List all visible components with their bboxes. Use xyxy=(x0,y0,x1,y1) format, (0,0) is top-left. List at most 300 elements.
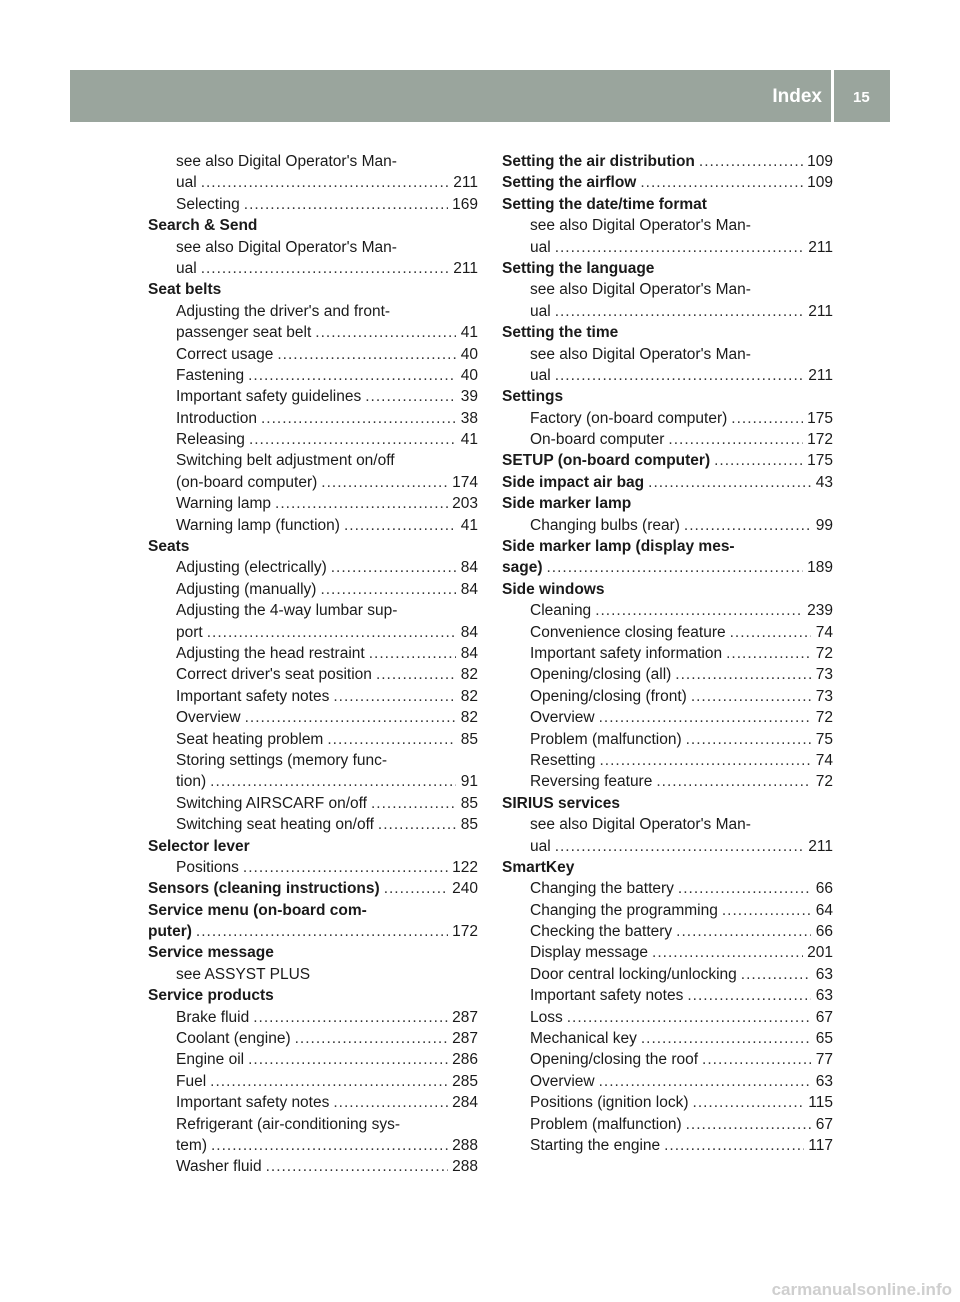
page-title: Index xyxy=(772,86,822,107)
entry-label: see also Digital Operator's Man- xyxy=(176,238,397,256)
entry-label: Setting the language xyxy=(502,259,655,277)
entry-label: Fuel xyxy=(176,1072,207,1090)
page-ref: 74 xyxy=(815,751,833,769)
dot-leader xyxy=(648,472,811,493)
page-ref: 43 xyxy=(815,473,833,491)
index-subentry xyxy=(502,707,833,728)
page-ref: 169 xyxy=(452,195,478,213)
index-subentry xyxy=(502,686,833,707)
entry-label: Loss xyxy=(530,1008,563,1026)
entry-label: Coolant (engine) xyxy=(176,1030,291,1048)
entry-label: Changing the battery xyxy=(530,880,674,898)
index-entry xyxy=(502,151,833,172)
entry-label: Seat heating problem xyxy=(176,730,324,748)
page-ref: 82 xyxy=(460,666,478,684)
index-entry xyxy=(148,942,478,963)
index-subentry xyxy=(148,771,478,792)
index-entry xyxy=(502,793,833,814)
index-subentry xyxy=(148,1114,478,1135)
page-ref: 286 xyxy=(452,1051,478,1069)
entry-label: Resetting xyxy=(530,751,596,769)
dot-leader xyxy=(678,878,811,899)
entry-label: Opening/closing (front) xyxy=(530,687,687,705)
entry-label: ual xyxy=(176,259,197,277)
entry-label: ual xyxy=(530,238,551,256)
entry-label: see also Digital Operator's Man- xyxy=(530,217,751,235)
index-subentry xyxy=(148,622,478,643)
page-ref: 240 xyxy=(452,880,478,898)
index-subentry xyxy=(502,1092,833,1113)
page-ref: 285 xyxy=(452,1072,478,1090)
page-ref: 211 xyxy=(808,837,833,855)
index-entry xyxy=(148,215,478,236)
index-subentry xyxy=(502,878,833,899)
page-ref: 211 xyxy=(808,302,833,320)
entry-label: Setting the airflow xyxy=(502,174,637,192)
page-ref: 85 xyxy=(460,794,478,812)
index-subentry xyxy=(148,386,478,407)
index-subentry xyxy=(148,408,478,429)
dot-leader xyxy=(384,878,448,899)
entry-label: Releasing xyxy=(176,431,245,449)
dot-leader xyxy=(248,1049,448,1070)
dot-leader xyxy=(261,408,456,429)
dot-leader xyxy=(652,942,803,963)
index-subentry xyxy=(148,429,478,450)
index-subentry xyxy=(502,942,833,963)
page-ref: 72 xyxy=(815,773,833,791)
header-bar xyxy=(70,70,890,122)
entry-label: Service products xyxy=(148,987,274,1005)
index-subentry xyxy=(148,515,478,536)
dot-leader xyxy=(321,472,448,493)
entry-label: SIRIUS services xyxy=(502,794,621,812)
index-subentry xyxy=(502,408,833,429)
index-subentry xyxy=(148,365,478,386)
dot-leader xyxy=(327,729,456,750)
page-ref: 72 xyxy=(815,644,833,662)
page-ref: 65 xyxy=(815,1030,833,1048)
index-subentry xyxy=(148,172,478,193)
index-subentry xyxy=(148,793,478,814)
index-subentry xyxy=(148,301,478,322)
page-ref: 175 xyxy=(807,452,833,470)
entry-label: sage) xyxy=(502,559,543,577)
index-subentry xyxy=(148,664,478,685)
page-ref: 85 xyxy=(460,730,478,748)
entry-label: Adjusting (electrically) xyxy=(176,559,327,577)
entry-label: Overview xyxy=(176,709,241,727)
entry-label: Selecting xyxy=(176,195,240,213)
page-ref: 38 xyxy=(460,409,478,427)
dot-leader xyxy=(248,365,456,386)
dot-leader xyxy=(686,1114,811,1135)
dot-leader xyxy=(599,707,811,728)
page-ref: 117 xyxy=(808,1136,833,1154)
page-ref: 201 xyxy=(807,944,833,962)
dot-leader xyxy=(656,771,811,792)
entry-label: Changing bulbs (rear) xyxy=(530,516,680,534)
index-subentry xyxy=(148,237,478,258)
index-entry xyxy=(502,493,833,514)
index-subentry xyxy=(502,1071,833,1092)
entry-label: Setting the time xyxy=(502,324,619,342)
page-ref: 115 xyxy=(808,1094,833,1112)
dot-leader xyxy=(275,493,448,514)
page-ref: 75 xyxy=(815,730,833,748)
index-entry xyxy=(502,472,833,493)
page-ref: 211 xyxy=(453,259,478,277)
index-subentry xyxy=(148,322,478,343)
header-divider xyxy=(831,70,834,122)
index-subentry xyxy=(502,1007,833,1028)
index-subentry xyxy=(148,472,478,493)
page-number: 15 xyxy=(853,89,870,106)
entry-label: Changing the programming xyxy=(530,901,718,919)
page-ref: 41 xyxy=(460,324,478,342)
entry-label: Opening/closing the roof xyxy=(530,1051,699,1069)
entry-label: Side marker lamp (display mes- xyxy=(502,538,735,556)
entry-label: Seats xyxy=(148,538,190,556)
index-subentry xyxy=(148,857,478,878)
dot-leader xyxy=(331,557,456,578)
dot-leader xyxy=(567,1007,811,1028)
page-ref: 287 xyxy=(452,1008,478,1026)
index-subentry xyxy=(502,814,833,835)
page-ref: 211 xyxy=(453,174,478,192)
dot-leader xyxy=(266,1156,449,1177)
dot-leader xyxy=(730,622,811,643)
dot-leader xyxy=(741,964,811,985)
entry-label: puter) xyxy=(148,923,192,941)
entry-label: see also Digital Operator's Man- xyxy=(530,281,751,299)
entry-label: Convenience closing feature xyxy=(530,623,726,641)
page-ref: 66 xyxy=(815,923,833,941)
entry-label: Problem (malfunction) xyxy=(530,1115,682,1133)
entry-label: ual xyxy=(530,302,551,320)
page-ref: 63 xyxy=(815,1072,833,1090)
page-ref: 288 xyxy=(452,1136,478,1154)
index-subentry xyxy=(502,622,833,643)
index-subentry xyxy=(148,643,478,664)
index-subentry xyxy=(148,600,478,621)
index-entry xyxy=(502,857,833,878)
page-ref: 84 xyxy=(460,644,478,662)
index-subentry xyxy=(502,344,833,365)
index-subentry xyxy=(148,1156,478,1177)
dot-leader xyxy=(722,900,811,921)
entry-label: Adjusting the head restraint xyxy=(176,644,365,662)
index-subentry xyxy=(502,664,833,685)
page-ref: 73 xyxy=(815,666,833,684)
dot-leader xyxy=(731,408,803,429)
index-subentry xyxy=(502,429,833,450)
entry-label: SETUP (on-board computer) xyxy=(502,452,711,470)
dot-leader xyxy=(249,429,456,450)
entry-label: Important safety notes xyxy=(530,987,684,1005)
entry-label: Cleaning xyxy=(530,602,592,620)
page-ref: 288 xyxy=(452,1158,478,1176)
page-ref: 211 xyxy=(808,238,833,256)
page-ref: 39 xyxy=(460,388,478,406)
entry-label: Settings xyxy=(502,388,564,406)
dot-leader xyxy=(371,793,456,814)
entry-label: ual xyxy=(530,837,551,855)
entry-label: Overview xyxy=(530,1072,595,1090)
index-subentry xyxy=(502,1114,833,1135)
index-subentry xyxy=(502,215,833,236)
entry-label: Adjusting (manually) xyxy=(176,580,317,598)
dot-leader xyxy=(295,1028,449,1049)
index-subentry xyxy=(148,964,478,985)
dot-leader xyxy=(687,985,811,1006)
index-subentry xyxy=(502,1028,833,1049)
dot-leader xyxy=(210,1071,448,1092)
page-ref: 122 xyxy=(452,858,478,876)
entry-label: Correct driver's seat position xyxy=(176,666,372,684)
dot-leader xyxy=(691,686,811,707)
dot-leader xyxy=(668,429,803,450)
index-subentry xyxy=(502,515,833,536)
entry-label: Introduction xyxy=(176,409,257,427)
dot-leader xyxy=(244,194,448,215)
dot-leader xyxy=(684,515,811,536)
entry-label: Starting the engine xyxy=(530,1136,661,1154)
index-entry xyxy=(148,279,478,300)
dot-leader xyxy=(245,707,456,728)
dot-leader xyxy=(243,857,448,878)
index-subentry xyxy=(502,985,833,1006)
entry-label: see also Digital Operator's Man- xyxy=(530,345,751,363)
index-subentry xyxy=(502,900,833,921)
dot-leader xyxy=(595,600,803,621)
entry-label: Problem (malfunction) xyxy=(530,730,682,748)
index-subentry xyxy=(148,1092,478,1113)
entry-label: Important safety guidelines xyxy=(176,388,362,406)
index-entry xyxy=(502,386,833,407)
index-subentry xyxy=(502,600,833,621)
index-subentry xyxy=(502,964,833,985)
index-subentry xyxy=(148,493,478,514)
dot-leader xyxy=(378,814,456,835)
page-ref: 84 xyxy=(460,559,478,577)
page-ref: 211 xyxy=(808,366,833,384)
index-subentry xyxy=(148,258,478,279)
page-ref: 63 xyxy=(815,965,833,983)
index-subentry xyxy=(502,1135,833,1156)
dot-leader xyxy=(211,1135,448,1156)
dot-leader xyxy=(664,1135,804,1156)
entry-label: Seat belts xyxy=(148,281,222,299)
index-subentry xyxy=(148,151,478,172)
index-entry xyxy=(148,878,478,899)
index-subentry xyxy=(148,1049,478,1070)
entry-label: Warning lamp (function) xyxy=(176,516,340,534)
index-entry xyxy=(502,258,833,279)
index-subentry xyxy=(502,301,833,322)
dot-leader xyxy=(599,1071,811,1092)
index-subentry xyxy=(148,686,478,707)
dot-leader xyxy=(207,622,456,643)
page-ref: 64 xyxy=(815,901,833,919)
page-ref: 67 xyxy=(815,1008,833,1026)
page-ref: 72 xyxy=(815,709,833,727)
entry-label: Checking the battery xyxy=(530,923,673,941)
page-ref: 40 xyxy=(460,345,478,363)
index-entry xyxy=(148,836,478,857)
entry-label: Engine oil xyxy=(176,1051,245,1069)
index-subentry xyxy=(148,579,478,600)
dot-leader xyxy=(547,557,804,578)
index-column-left xyxy=(148,151,478,1178)
dot-leader xyxy=(376,664,456,685)
page-ref: 109 xyxy=(807,153,833,170)
page-ref: 84 xyxy=(460,580,478,598)
index-subentry xyxy=(148,729,478,750)
entry-label: Side marker lamp xyxy=(502,495,632,513)
dot-leader xyxy=(686,729,811,750)
entry-label: Positions (ignition lock) xyxy=(530,1094,689,1112)
dot-leader xyxy=(675,664,811,685)
index-subentry xyxy=(502,750,833,771)
page-ref: 109 xyxy=(807,174,833,192)
page-ref: 63 xyxy=(815,987,833,1005)
index-subentry xyxy=(148,1135,478,1156)
dot-leader xyxy=(333,1092,448,1113)
dot-leader xyxy=(369,643,456,664)
entry-label: Important safety information xyxy=(530,644,723,662)
entry-label: tem) xyxy=(176,1136,207,1154)
dot-leader xyxy=(365,386,456,407)
entry-label: Service message xyxy=(148,944,274,962)
entry-label: Mechanical key xyxy=(530,1030,637,1048)
entry-label: Factory (on-board computer) xyxy=(530,409,728,427)
index-entry xyxy=(148,536,478,557)
dot-leader xyxy=(201,258,450,279)
dot-leader xyxy=(555,836,805,857)
index-subentry xyxy=(148,194,478,215)
index-subentry xyxy=(502,643,833,664)
page-ref: 239 xyxy=(807,602,833,620)
entry-label: Washer fluid xyxy=(176,1158,262,1176)
entry-label: port xyxy=(176,623,203,641)
page-ref: 41 xyxy=(460,431,478,449)
entry-label: Important safety notes xyxy=(176,687,330,705)
page-ref: 172 xyxy=(452,923,478,941)
index-subentry xyxy=(148,344,478,365)
entry-label: Warning lamp xyxy=(176,495,272,513)
index-subentry xyxy=(502,237,833,258)
dot-leader xyxy=(599,750,811,771)
entry-label: Overview xyxy=(530,709,595,727)
entry-label: Display message xyxy=(530,944,649,962)
index-subentry xyxy=(502,365,833,386)
index-entry xyxy=(502,322,833,343)
index-entry xyxy=(148,900,478,921)
entry-label: (on-board computer) xyxy=(176,473,318,491)
page-ref: 74 xyxy=(815,623,833,641)
entry-label: ual xyxy=(530,366,551,384)
index-subentry xyxy=(502,279,833,300)
entry-label: Positions xyxy=(176,858,239,876)
entry-label: Switching AIRSCARF on/off xyxy=(176,794,367,812)
index-entry xyxy=(502,172,833,193)
dot-leader xyxy=(277,344,456,365)
index-entry xyxy=(502,194,833,215)
entry-label: SmartKey xyxy=(502,858,575,876)
dot-leader xyxy=(702,1049,811,1070)
entry-label: Door central locking/unlocking xyxy=(530,965,737,983)
entry-label: Side impact air bag xyxy=(502,473,645,491)
entry-label: tion) xyxy=(176,773,207,791)
entry-label: Search & Send xyxy=(148,217,258,235)
page-ref: 99 xyxy=(815,516,833,534)
index-entry xyxy=(502,579,833,600)
index-subentry xyxy=(148,557,478,578)
index-subentry xyxy=(148,1007,478,1028)
entry-label: Brake fluid xyxy=(176,1008,250,1026)
index-entry xyxy=(502,450,833,471)
entry-label: Fastening xyxy=(176,366,245,384)
dot-leader xyxy=(641,1028,811,1049)
entry-label: Switching belt adjustment on/off xyxy=(176,452,395,470)
entry-label: Selector lever xyxy=(148,837,250,855)
dot-leader xyxy=(676,921,811,942)
entry-label: Setting the air distribution xyxy=(502,153,695,170)
dot-leader xyxy=(693,1092,805,1113)
page-ref: 82 xyxy=(460,687,478,705)
entry-label: Opening/closing (all) xyxy=(530,666,672,684)
page-ref: 84 xyxy=(460,623,478,641)
entry-label: Adjusting the 4-way lumbar sup- xyxy=(176,602,398,620)
page-ref: 189 xyxy=(807,559,833,577)
entry-label: see also Digital Operator's Man- xyxy=(530,816,751,834)
page-ref: 172 xyxy=(807,431,833,449)
entry-label: Reversing feature xyxy=(530,773,653,791)
index-subentry xyxy=(148,450,478,471)
page-ref: 284 xyxy=(452,1094,478,1112)
entry-label: Correct usage xyxy=(176,345,274,363)
index-subentry xyxy=(148,1028,478,1049)
page-ref: 73 xyxy=(815,687,833,705)
page-ref: 174 xyxy=(452,473,478,491)
page-ref: 85 xyxy=(460,816,478,834)
entry-label: ual xyxy=(176,174,197,192)
entry-label: Sensors (cleaning instructions) xyxy=(148,880,380,898)
dot-leader xyxy=(315,322,456,343)
index-subentry xyxy=(502,836,833,857)
index-subentry xyxy=(502,771,833,792)
dot-leader xyxy=(201,172,450,193)
entry-label: Refrigerant (air-conditioning sys- xyxy=(176,1115,400,1133)
dot-leader xyxy=(726,643,811,664)
dot-leader xyxy=(210,771,456,792)
index-column-right xyxy=(502,151,833,1156)
dot-leader xyxy=(699,151,803,172)
dot-leader xyxy=(344,515,456,536)
dot-leader xyxy=(320,579,456,600)
dot-leader xyxy=(253,1007,448,1028)
dot-leader xyxy=(714,450,803,471)
dot-leader xyxy=(640,172,803,193)
index-entry xyxy=(502,557,833,578)
page-ref: 287 xyxy=(452,1030,478,1048)
entry-label: see also Digital Operator's Man- xyxy=(176,153,397,170)
dot-leader xyxy=(555,237,805,258)
entry-label: Storing settings (memory func- xyxy=(176,751,388,769)
dot-leader xyxy=(196,921,448,942)
index-subentry xyxy=(502,1049,833,1070)
